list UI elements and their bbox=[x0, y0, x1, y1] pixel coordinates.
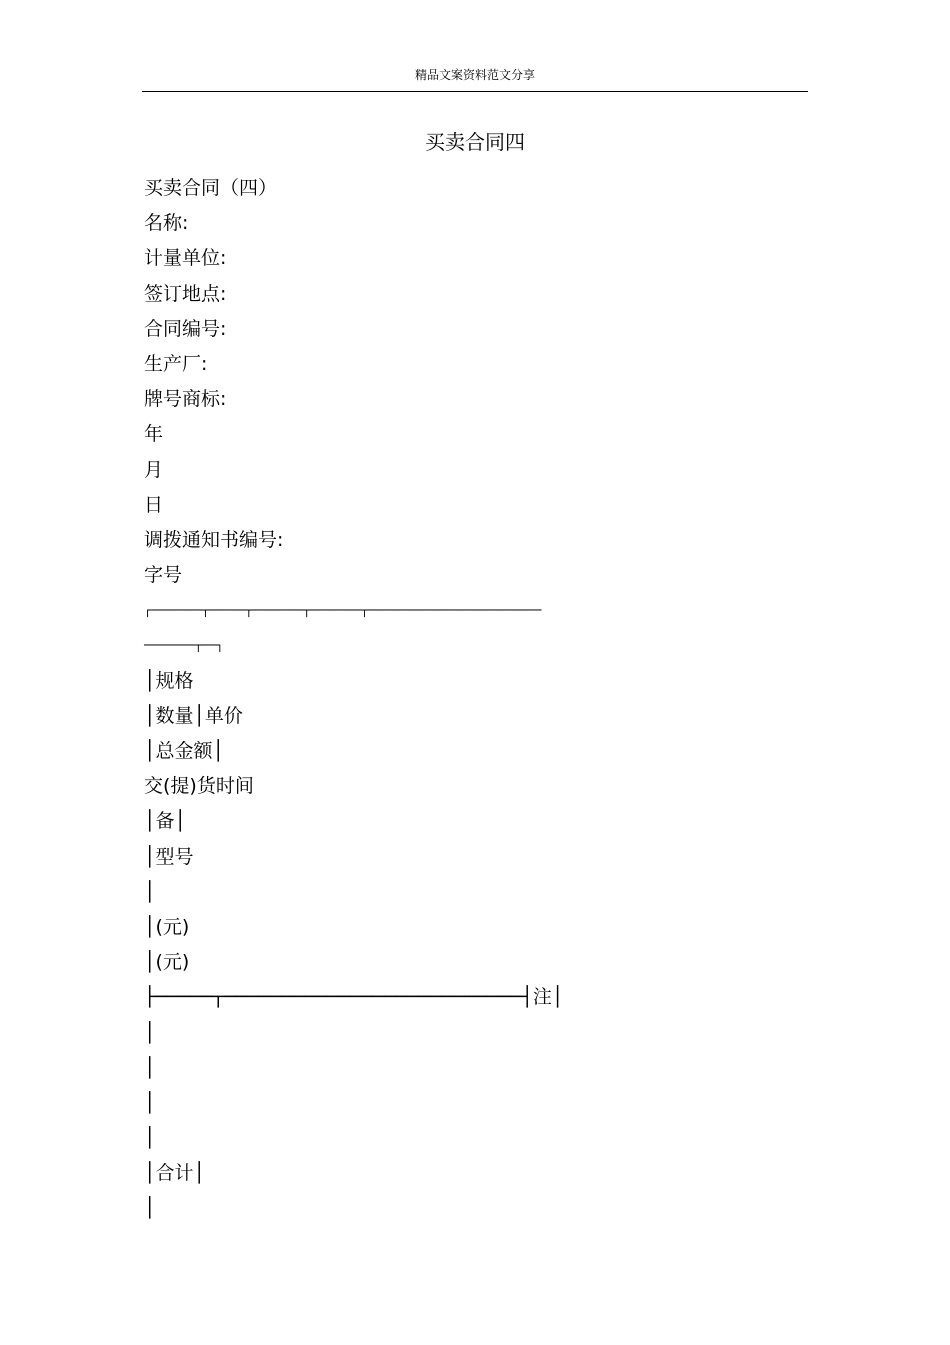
page-header: 精品文案资料范文分享 bbox=[414, 68, 535, 82]
table-cell-spec: │规格 bbox=[144, 669, 194, 692]
table-divider-note: ├─────┬──────────────────────────┤注│ bbox=[144, 986, 564, 1009]
field-name: 名称: bbox=[144, 212, 189, 235]
table-cell-yuan: │(元) bbox=[144, 951, 190, 974]
field-contract-number: 合同编号: bbox=[144, 317, 227, 340]
table-cell-empty: │ bbox=[144, 1197, 156, 1220]
table-cell-yuan: │(元) bbox=[144, 915, 190, 938]
field-day: 日 bbox=[144, 493, 164, 516]
document-title: 买卖合同四 bbox=[425, 130, 525, 154]
field-manufacturer: 生产厂: bbox=[144, 352, 208, 375]
table-cell-model: │型号 bbox=[144, 845, 194, 868]
table-cell-delivery-time: 交(提)货时间 bbox=[144, 775, 254, 798]
table-cell-empty: │ bbox=[144, 1021, 156, 1044]
table-cell-empty: │ bbox=[144, 880, 156, 903]
field-month: 月 bbox=[144, 458, 164, 481]
contract-heading: 买卖合同（四） bbox=[144, 177, 278, 199]
field-serial-number: 字号 bbox=[144, 564, 183, 587]
table-top-border: ┌───────┬─────┬───────┬───────┬──────────────────────── bbox=[144, 603, 542, 618]
table-cell-empty: │ bbox=[144, 1091, 156, 1114]
field-signing-place: 签订地点: bbox=[144, 282, 227, 305]
table-top-border-continued: ───────┬──┐ bbox=[144, 638, 224, 653]
document-body bbox=[144, 171, 804, 1227]
table-cell-remarks: │备│ bbox=[144, 810, 186, 833]
field-year: 年 bbox=[144, 423, 164, 446]
table-cell-empty: │ bbox=[144, 1056, 156, 1079]
table-cell-empty: │ bbox=[144, 1127, 156, 1150]
header-divider bbox=[142, 91, 808, 92]
field-allocation-notice-number: 调拨通知书编号: bbox=[144, 528, 284, 551]
table-cell-quantity-price: │数量│单价 bbox=[144, 704, 243, 727]
table-cell-subtotal: │合计│ bbox=[144, 1162, 205, 1185]
field-unit: 计量单位: bbox=[144, 247, 227, 270]
field-brand-trademark: 牌号商标: bbox=[144, 388, 227, 411]
table-cell-total: │总金额│ bbox=[144, 740, 224, 762]
